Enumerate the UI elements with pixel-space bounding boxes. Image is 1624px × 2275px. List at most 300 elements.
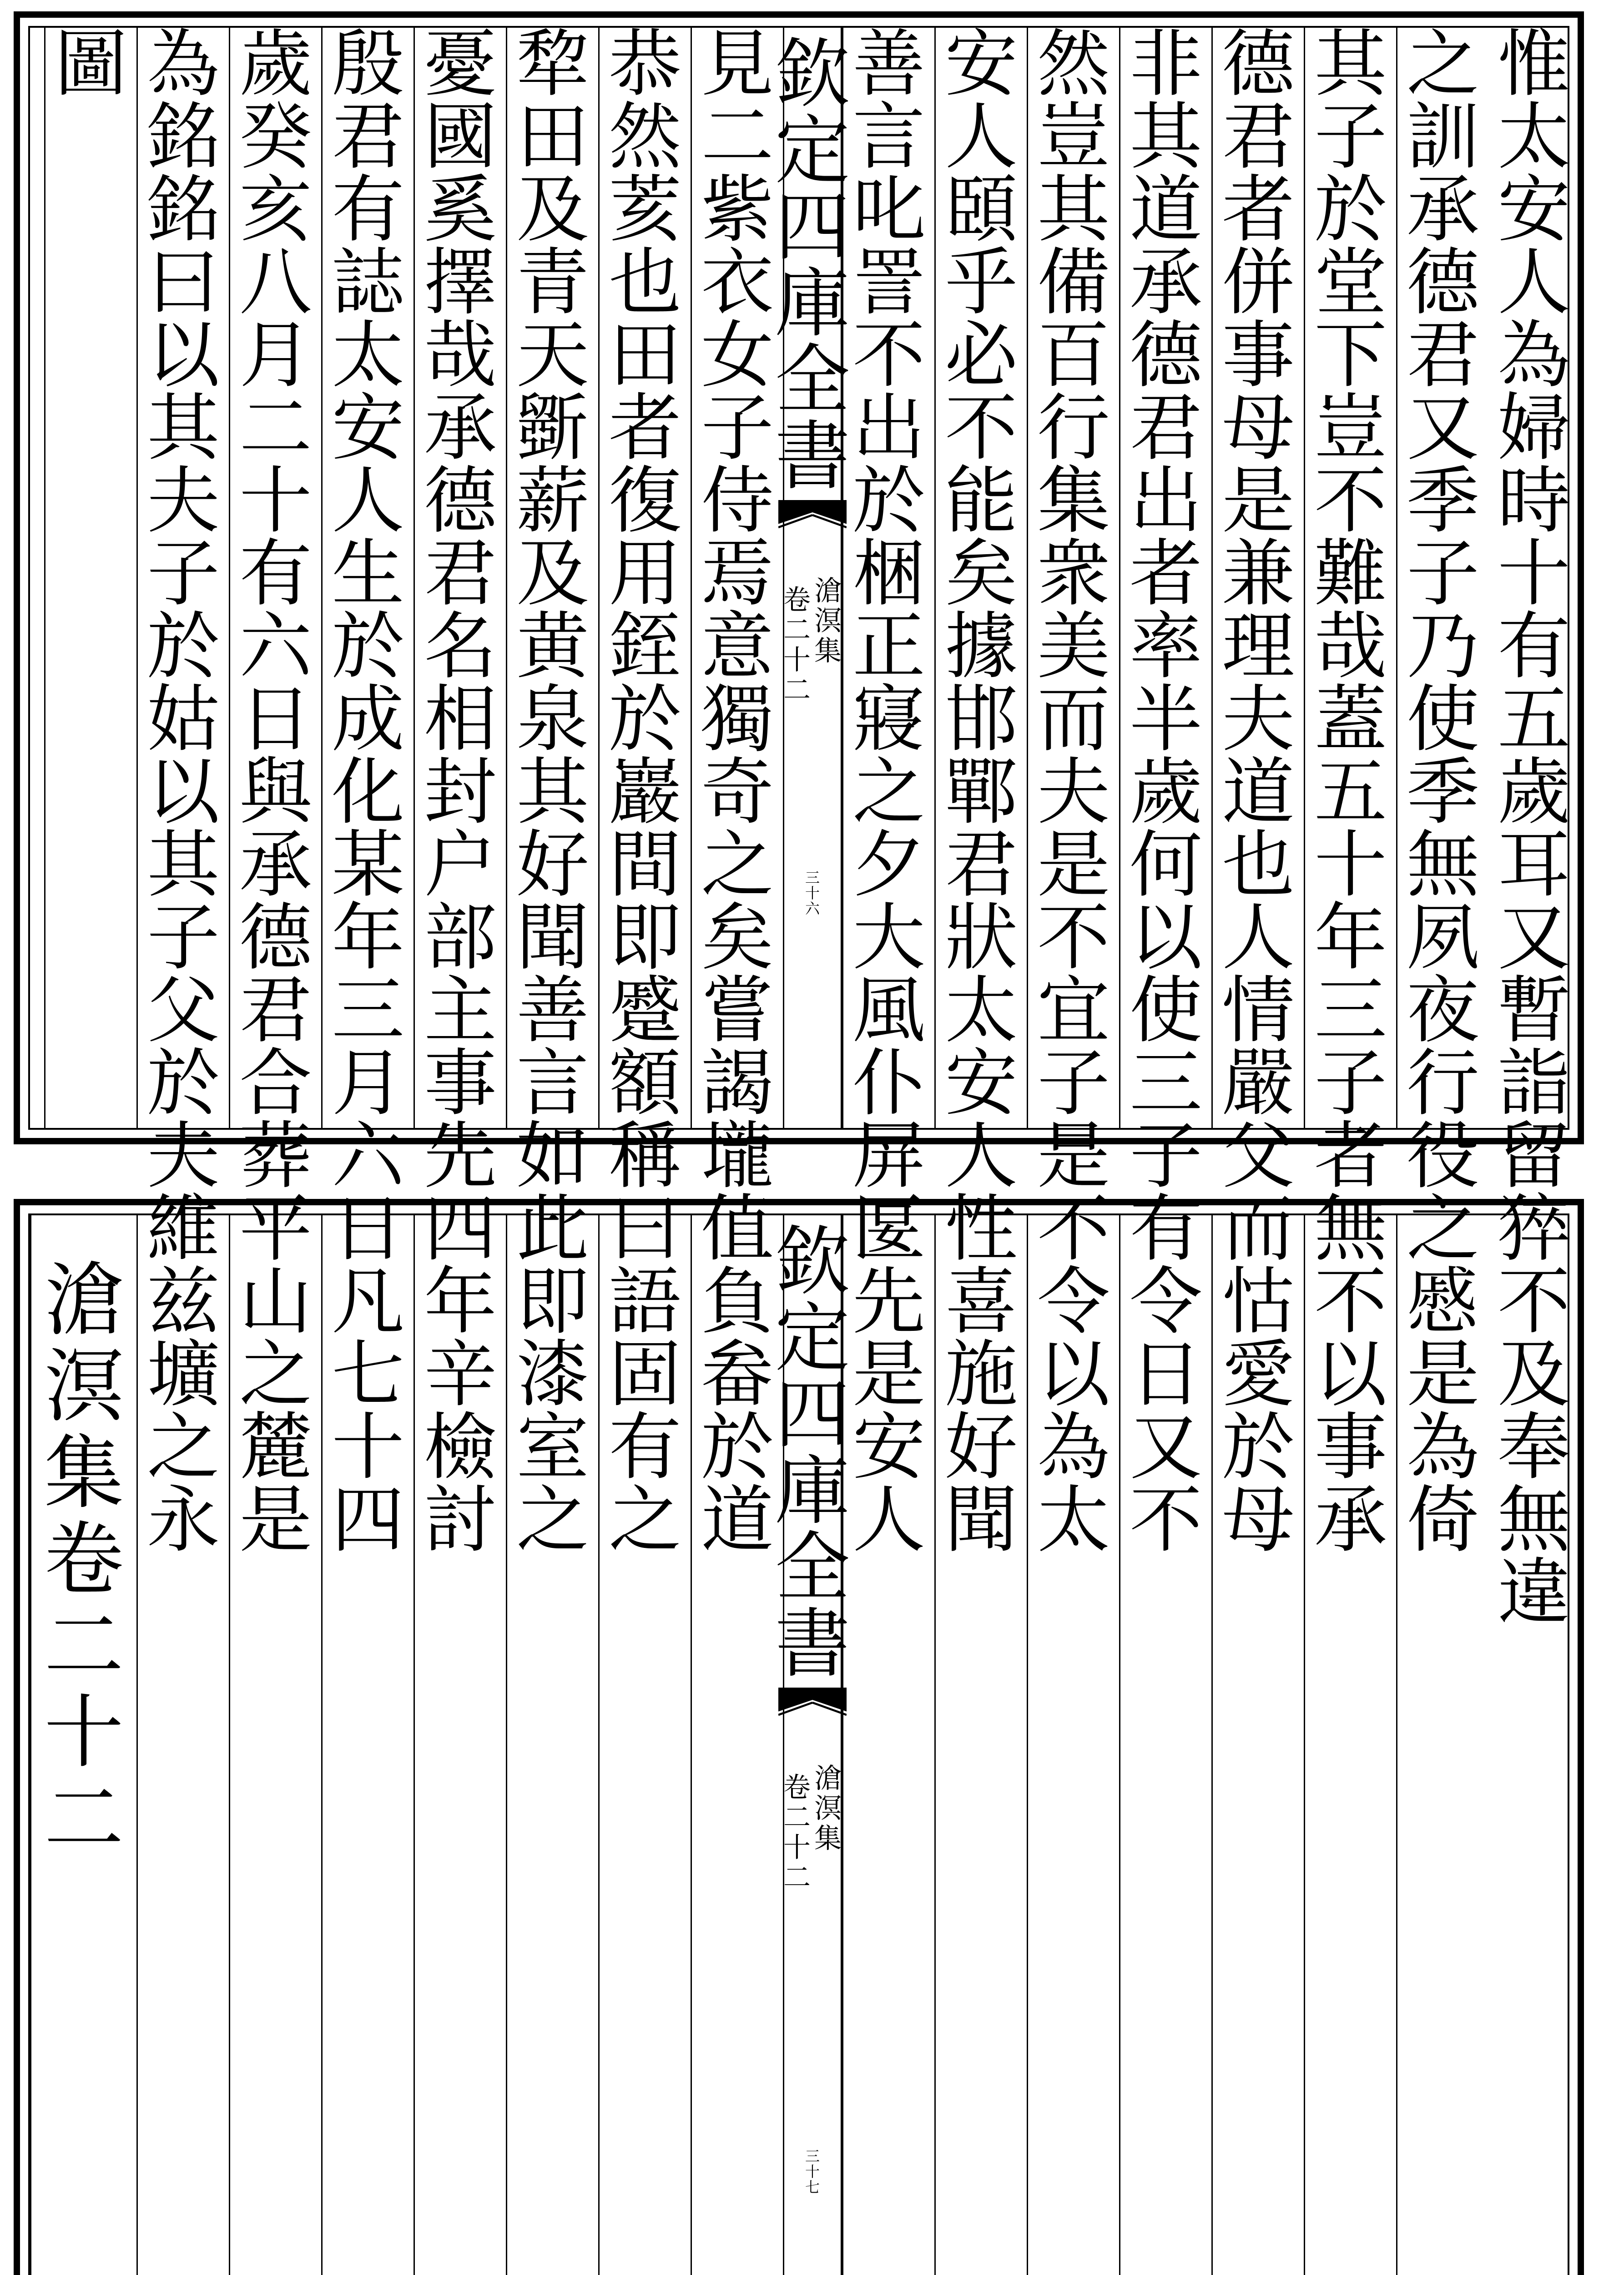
text-char: 據 xyxy=(944,604,1018,689)
blank-column xyxy=(321,1215,414,2275)
text-char: 全 xyxy=(775,1524,850,1611)
text-char: 留 xyxy=(1497,1113,1570,1198)
text-char: 也 xyxy=(608,240,681,325)
text-char: 漆 xyxy=(516,1332,589,1417)
text-char: 侍 xyxy=(701,458,774,543)
text-char: 恭 xyxy=(608,21,681,106)
text-char: 出 xyxy=(852,385,925,470)
text-char: 書 xyxy=(775,413,850,500)
text-char: 有 xyxy=(331,167,404,252)
text-char: 行 xyxy=(1406,1041,1479,1126)
text-char: 併 xyxy=(1221,240,1295,325)
text-char: 集 xyxy=(44,1427,124,1520)
text-char: 欽 xyxy=(775,30,850,118)
text-char: 以 xyxy=(146,749,220,834)
text-char: 之 xyxy=(608,1477,681,1562)
text-char: 難 xyxy=(1314,531,1387,616)
text-column xyxy=(414,21,506,1562)
text-char: 哉 xyxy=(424,313,497,398)
text-char: 之 xyxy=(146,1405,220,1490)
text-char: 夫 xyxy=(1037,749,1110,834)
text-char: 見 xyxy=(701,21,774,106)
folio-leaf-number xyxy=(805,2149,820,2195)
text-char: 嚴 xyxy=(1221,1041,1295,1126)
folio-book-title xyxy=(814,577,842,707)
text-char: 父 xyxy=(1221,1113,1295,1198)
text-char: 六 xyxy=(239,604,312,689)
text-char: 於 xyxy=(331,604,404,689)
text-char: 承 xyxy=(239,822,312,907)
text-char: 太 xyxy=(331,313,404,398)
text-char: 二 xyxy=(783,1862,811,1894)
blank-column xyxy=(1211,1215,1304,2275)
text-char: 之 xyxy=(701,822,774,907)
text-char: 備 xyxy=(1037,240,1110,325)
text-char: 化 xyxy=(331,749,404,834)
text-char: 時 xyxy=(1497,458,1570,543)
text-char: 稱 xyxy=(608,1113,681,1198)
folio-juan xyxy=(783,586,811,707)
text-char: 之 xyxy=(1406,21,1479,106)
text-char: 某 xyxy=(331,822,404,907)
text-char: 集 xyxy=(1037,458,1110,543)
text-char: 子 xyxy=(1406,531,1479,616)
text-char: 不 xyxy=(1129,1477,1202,1562)
text-char: 擇 xyxy=(424,240,497,325)
upper-page-frame xyxy=(28,21,1570,1635)
text-char: 是 xyxy=(1221,458,1295,543)
text-char: 施 xyxy=(944,1332,1018,1417)
text-char: 三 xyxy=(1314,968,1387,1053)
text-char: 有 xyxy=(608,1405,681,1490)
text-char: 永 xyxy=(146,1477,220,1562)
text-char: 十 xyxy=(783,1832,811,1864)
text-char: 黄 xyxy=(516,604,589,689)
text-char: 德 xyxy=(424,458,497,543)
text-char: 謁 xyxy=(701,1041,774,1126)
text-char: 有 xyxy=(1129,1186,1202,1271)
text-char: 亥 xyxy=(239,167,312,252)
text-char: 人 xyxy=(944,1113,1018,1198)
text-char: 者 xyxy=(1129,531,1202,616)
text-char: 不 xyxy=(1037,1186,1110,1271)
text-char: 户 xyxy=(424,822,497,907)
text-char: 美 xyxy=(1037,604,1110,689)
text-char: 能 xyxy=(944,458,1018,543)
text-char: 之 xyxy=(239,1332,312,1417)
text-char: 四 xyxy=(775,1371,850,1458)
text-char: 仆 xyxy=(852,1041,925,1126)
text-char: 於 xyxy=(1221,1405,1295,1490)
text-char: 獨 xyxy=(701,677,774,762)
text-column xyxy=(136,21,229,1562)
text-char: 而 xyxy=(1037,677,1110,762)
text-char: 安 xyxy=(944,1041,1018,1126)
text-char: 善 xyxy=(516,968,589,1053)
text-char: 君 xyxy=(944,822,1018,907)
text-char: 人 xyxy=(1221,895,1295,980)
text-char: 不 xyxy=(1497,1259,1570,1344)
text-char: 為 xyxy=(1406,1405,1479,1490)
text-char: 者 xyxy=(1221,167,1295,252)
text-char: 及 xyxy=(516,531,589,616)
text-char: 集 xyxy=(814,635,842,667)
folio-column xyxy=(775,28,850,1128)
text-column xyxy=(1119,21,1211,1562)
text-char: 子 xyxy=(1314,1041,1387,1126)
text-char: 之 xyxy=(516,1477,589,1562)
text-char: 凡 xyxy=(331,1259,404,1344)
text-char: 德 xyxy=(1129,313,1202,398)
text-char: 討 xyxy=(424,1477,497,1562)
text-char: 兹 xyxy=(146,1259,220,1344)
lower-page-frame xyxy=(28,1213,1569,2275)
text-char: 子 xyxy=(1314,94,1387,179)
text-char: 合 xyxy=(239,1041,312,1126)
text-char: 庫 xyxy=(775,1447,850,1535)
text-char: 十 xyxy=(805,2163,820,2180)
text-char: 誌 xyxy=(331,240,404,325)
text-char: 夕 xyxy=(852,822,925,907)
text-char: 情 xyxy=(1221,968,1295,1053)
text-char: 子 xyxy=(146,895,220,980)
text-char: 姑 xyxy=(146,677,220,762)
text-char: 二 xyxy=(44,1773,124,1866)
text-char: 語 xyxy=(608,1259,681,1344)
text-char: 率 xyxy=(1129,604,1202,689)
text-char: 夫 xyxy=(1221,677,1295,762)
text-char: 維 xyxy=(146,1186,220,1271)
text-char: 母 xyxy=(1221,1477,1295,1562)
text-char: 庫 xyxy=(775,260,850,347)
text-char: 欽 xyxy=(775,1218,850,1305)
text-char: 固 xyxy=(608,1332,681,1417)
text-char: 定 xyxy=(775,1294,850,1382)
text-char: 也 xyxy=(1221,822,1295,907)
text-char: 然 xyxy=(1037,21,1110,106)
text-char: 麓 xyxy=(239,1405,312,1490)
text-char: 全 xyxy=(775,336,850,424)
text-char: 其 xyxy=(146,385,220,470)
text-char: 其 xyxy=(516,749,589,834)
text-char: 於 xyxy=(608,677,681,762)
folio-juan xyxy=(783,1774,811,1894)
text-char: 叱 xyxy=(852,167,925,252)
text-char: 豈 xyxy=(1037,94,1110,179)
text-char: 出 xyxy=(1129,458,1202,543)
blank-column xyxy=(1119,1215,1211,2275)
text-char: 慼 xyxy=(1406,1259,1479,1344)
text-char: 滄 xyxy=(814,1763,842,1795)
text-char: 人 xyxy=(944,94,1018,179)
text-char: 六 xyxy=(805,900,820,917)
fish-tail-ornament xyxy=(778,1688,847,1756)
text-char: 封 xyxy=(424,749,497,834)
text-char: 三 xyxy=(805,869,820,886)
text-char: 好 xyxy=(516,822,589,907)
text-char: 四 xyxy=(424,1186,497,1271)
text-column xyxy=(691,21,783,1562)
text-char: 子 xyxy=(1129,1113,1202,1198)
text-char: 於 xyxy=(852,458,925,543)
text-char: 矣 xyxy=(701,895,774,980)
folio-book-title xyxy=(814,1765,842,1894)
text-char: 成 xyxy=(331,677,404,762)
text-char: 畚 xyxy=(701,1332,774,1417)
text-char: 之 xyxy=(1406,1186,1479,1271)
blank-column xyxy=(229,1215,321,2275)
text-char: 二 xyxy=(239,385,312,470)
text-char: 卷 xyxy=(783,1772,811,1804)
text-char: 半 xyxy=(1129,677,1202,762)
text-char: 二 xyxy=(783,674,811,706)
text-column xyxy=(842,21,934,1562)
text-char: 焉 xyxy=(701,531,774,616)
text-char: 寢 xyxy=(852,677,925,762)
text-char: 年 xyxy=(1314,895,1387,980)
text-char: 意 xyxy=(701,604,774,689)
text-char: 為 xyxy=(1037,1405,1110,1490)
text-char: 此 xyxy=(516,1186,589,1271)
text-char: 使 xyxy=(1406,677,1479,762)
text-char: 與 xyxy=(239,749,312,834)
text-char: 太 xyxy=(1497,94,1570,179)
text-char: 兼 xyxy=(1221,531,1295,616)
text-column xyxy=(598,21,691,1562)
text-column xyxy=(934,21,1027,1562)
text-char: 檢 xyxy=(424,1405,497,1490)
text-char: 承 xyxy=(424,385,497,470)
text-char: 年 xyxy=(424,1259,497,1344)
text-column xyxy=(321,21,414,1562)
text-char: 德 xyxy=(239,895,312,980)
text-char: 是 xyxy=(1037,822,1110,907)
text-char: 滄 xyxy=(44,1254,124,1347)
text-char: 然 xyxy=(608,94,681,179)
text-char: 善 xyxy=(852,21,925,106)
text-char: 太 xyxy=(1037,1477,1110,1562)
text-char: 承 xyxy=(1314,1477,1387,1562)
text-char: 歲 xyxy=(1497,749,1570,834)
blank-column xyxy=(691,1215,783,2275)
text-char: 暫 xyxy=(1497,968,1570,1053)
text-char: 衆 xyxy=(1037,531,1110,616)
text-char: 惟 xyxy=(1497,21,1570,106)
text-char: 六 xyxy=(331,1113,404,1198)
text-char: 溟 xyxy=(814,605,842,637)
text-char: 匽 xyxy=(852,1186,925,1271)
text-char: 青 xyxy=(516,240,589,325)
blank-column xyxy=(598,1215,691,2275)
text-char: 有 xyxy=(1497,604,1570,689)
text-char: 子 xyxy=(1037,1041,1110,1126)
text-char: 十 xyxy=(1314,822,1387,907)
blank-column xyxy=(136,1215,229,2275)
text-char: 安 xyxy=(944,21,1018,106)
text-char: 如 xyxy=(516,1113,589,1198)
text-char: 有 xyxy=(239,531,312,616)
text-char: 月 xyxy=(331,1041,404,1126)
text-char: 三 xyxy=(1129,1041,1202,1126)
text-char: 銍 xyxy=(608,604,681,689)
text-char: 又 xyxy=(1406,385,1479,470)
text-char: 田 xyxy=(516,94,589,179)
text-char: 理 xyxy=(1221,604,1295,689)
text-char: 平 xyxy=(239,1186,312,1271)
text-char: 言 xyxy=(852,94,925,179)
text-char: 承 xyxy=(1129,240,1202,325)
text-char: 十 xyxy=(331,1405,404,1490)
text-char: 及 xyxy=(516,167,589,252)
text-char: 夙 xyxy=(1406,895,1479,980)
text-char: 怙 xyxy=(1221,1259,1295,1344)
text-char: 三 xyxy=(805,2148,820,2165)
text-column xyxy=(229,21,321,1562)
text-char: 卷 xyxy=(783,584,811,616)
text-char: 君 xyxy=(331,94,404,179)
text-char: 正 xyxy=(852,604,925,689)
blank-column xyxy=(842,1215,934,2275)
text-char: 夜 xyxy=(1406,968,1479,1053)
text-char: 於 xyxy=(146,604,220,689)
text-char: 二 xyxy=(783,614,811,646)
text-char: 於 xyxy=(1314,167,1387,252)
text-char: 癸 xyxy=(239,94,312,179)
text-column xyxy=(1211,21,1304,1562)
text-char: 是 xyxy=(239,1477,312,1562)
text-char: 又 xyxy=(1129,1405,1202,1490)
text-char: 君 xyxy=(1129,385,1202,470)
text-char: 溟 xyxy=(44,1341,124,1433)
text-char: 十 xyxy=(1497,531,1570,616)
blank-column xyxy=(1027,1215,1119,2275)
text-char: 犂 xyxy=(516,21,589,106)
text-char: 以 xyxy=(1037,1332,1110,1417)
text-char: 季 xyxy=(1406,458,1479,543)
blank-column xyxy=(414,1215,506,2275)
text-char: 者 xyxy=(1314,1113,1387,1198)
text-char: 詣 xyxy=(1497,1041,1570,1126)
text-char: 太 xyxy=(944,968,1018,1053)
text-char: 三 xyxy=(331,968,404,1053)
blank-column xyxy=(506,1215,598,2275)
text-char: 圖 xyxy=(54,21,127,106)
text-char: 乃 xyxy=(1406,604,1479,689)
text-char: 以 xyxy=(146,313,220,398)
text-char: 又 xyxy=(1497,895,1570,980)
text-char: 德 xyxy=(1406,240,1479,325)
text-char: 荄 xyxy=(608,167,681,252)
text-char: 奉 xyxy=(1497,1405,1570,1490)
text-char: 即 xyxy=(516,1259,589,1344)
blank-column xyxy=(1488,1215,1579,2275)
text-char: 五 xyxy=(1314,749,1387,834)
text-column xyxy=(1488,21,1579,1635)
text-char: 訓 xyxy=(1406,94,1479,179)
text-char: 斵 xyxy=(516,385,589,470)
text-char: 值 xyxy=(701,1186,774,1271)
text-char: 使 xyxy=(1129,968,1202,1053)
text-char: 事 xyxy=(1314,1405,1387,1490)
text-char: 銘 xyxy=(146,94,220,179)
text-char: 屏 xyxy=(852,1113,925,1198)
text-char: 七 xyxy=(805,2179,820,2196)
text-char: 子 xyxy=(146,531,220,616)
text-char: 安 xyxy=(1497,167,1570,252)
text-char: 狀 xyxy=(944,895,1018,980)
text-char: 矣 xyxy=(944,531,1018,616)
text-char: 為 xyxy=(146,21,220,106)
text-char: 衣 xyxy=(701,240,774,325)
text-column xyxy=(506,21,598,1562)
text-char: 不 xyxy=(1314,1259,1387,1344)
text-char: 夫 xyxy=(146,1113,220,1198)
text-char: 乎 xyxy=(944,240,1018,325)
text-char: 十 xyxy=(44,1687,124,1779)
text-char: 之 xyxy=(852,749,925,834)
text-char: 夫 xyxy=(146,458,220,543)
text-char: 承 xyxy=(1406,167,1479,252)
text-char: 其 xyxy=(1129,94,1202,179)
text-char: 其 xyxy=(146,822,220,907)
text-char: 壠 xyxy=(701,1113,774,1198)
text-char: 定 xyxy=(775,107,850,194)
text-column xyxy=(1027,21,1119,1562)
text-char: 七 xyxy=(331,1332,404,1417)
text-char: 邯 xyxy=(944,677,1018,762)
text-char: 而 xyxy=(1221,1186,1295,1271)
text-char: 銘 xyxy=(146,167,220,252)
text-char: 室 xyxy=(516,1405,589,1490)
text-char: 歲 xyxy=(1129,749,1202,834)
text-char: 道 xyxy=(701,1477,774,1562)
text-char: 無 xyxy=(1314,1186,1387,1271)
text-char: 德 xyxy=(1221,21,1295,106)
text-char: 人 xyxy=(331,458,404,543)
text-char: 聞 xyxy=(516,895,589,980)
text-column xyxy=(1304,21,1396,1562)
text-char: 國 xyxy=(424,94,497,179)
text-char: 人 xyxy=(1497,240,1570,325)
text-char: 下 xyxy=(1314,313,1387,398)
text-char: 詈 xyxy=(852,240,925,325)
text-char: 安 xyxy=(852,1405,925,1490)
text-char: 奚 xyxy=(424,167,497,252)
text-char: 先 xyxy=(852,1259,925,1344)
text-char: 豈 xyxy=(1314,385,1387,470)
text-char: 嘗 xyxy=(701,968,774,1053)
text-char: 者 xyxy=(608,385,681,470)
text-char: 泉 xyxy=(516,677,589,762)
text-char: 薪 xyxy=(516,458,589,543)
text-char: 百 xyxy=(1037,313,1110,398)
text-char: 頣 xyxy=(944,167,1018,252)
text-char: 無 xyxy=(1406,822,1479,907)
text-char: 書 xyxy=(775,1600,850,1688)
text-char: 奇 xyxy=(701,749,774,834)
text-char: 君 xyxy=(1406,313,1479,398)
text-char: 日 xyxy=(1129,1332,1202,1417)
text-char: 其 xyxy=(1037,167,1110,252)
text-char: 其 xyxy=(1314,21,1387,106)
text-char: 是 xyxy=(852,1332,925,1417)
text-char: 二 xyxy=(701,94,774,179)
text-char: 堂 xyxy=(1314,240,1387,325)
text-char: 聞 xyxy=(944,1477,1018,1562)
text-char: 不 xyxy=(852,313,925,398)
blank-column xyxy=(1304,1215,1396,2275)
text-char: 哉 xyxy=(1314,604,1387,689)
